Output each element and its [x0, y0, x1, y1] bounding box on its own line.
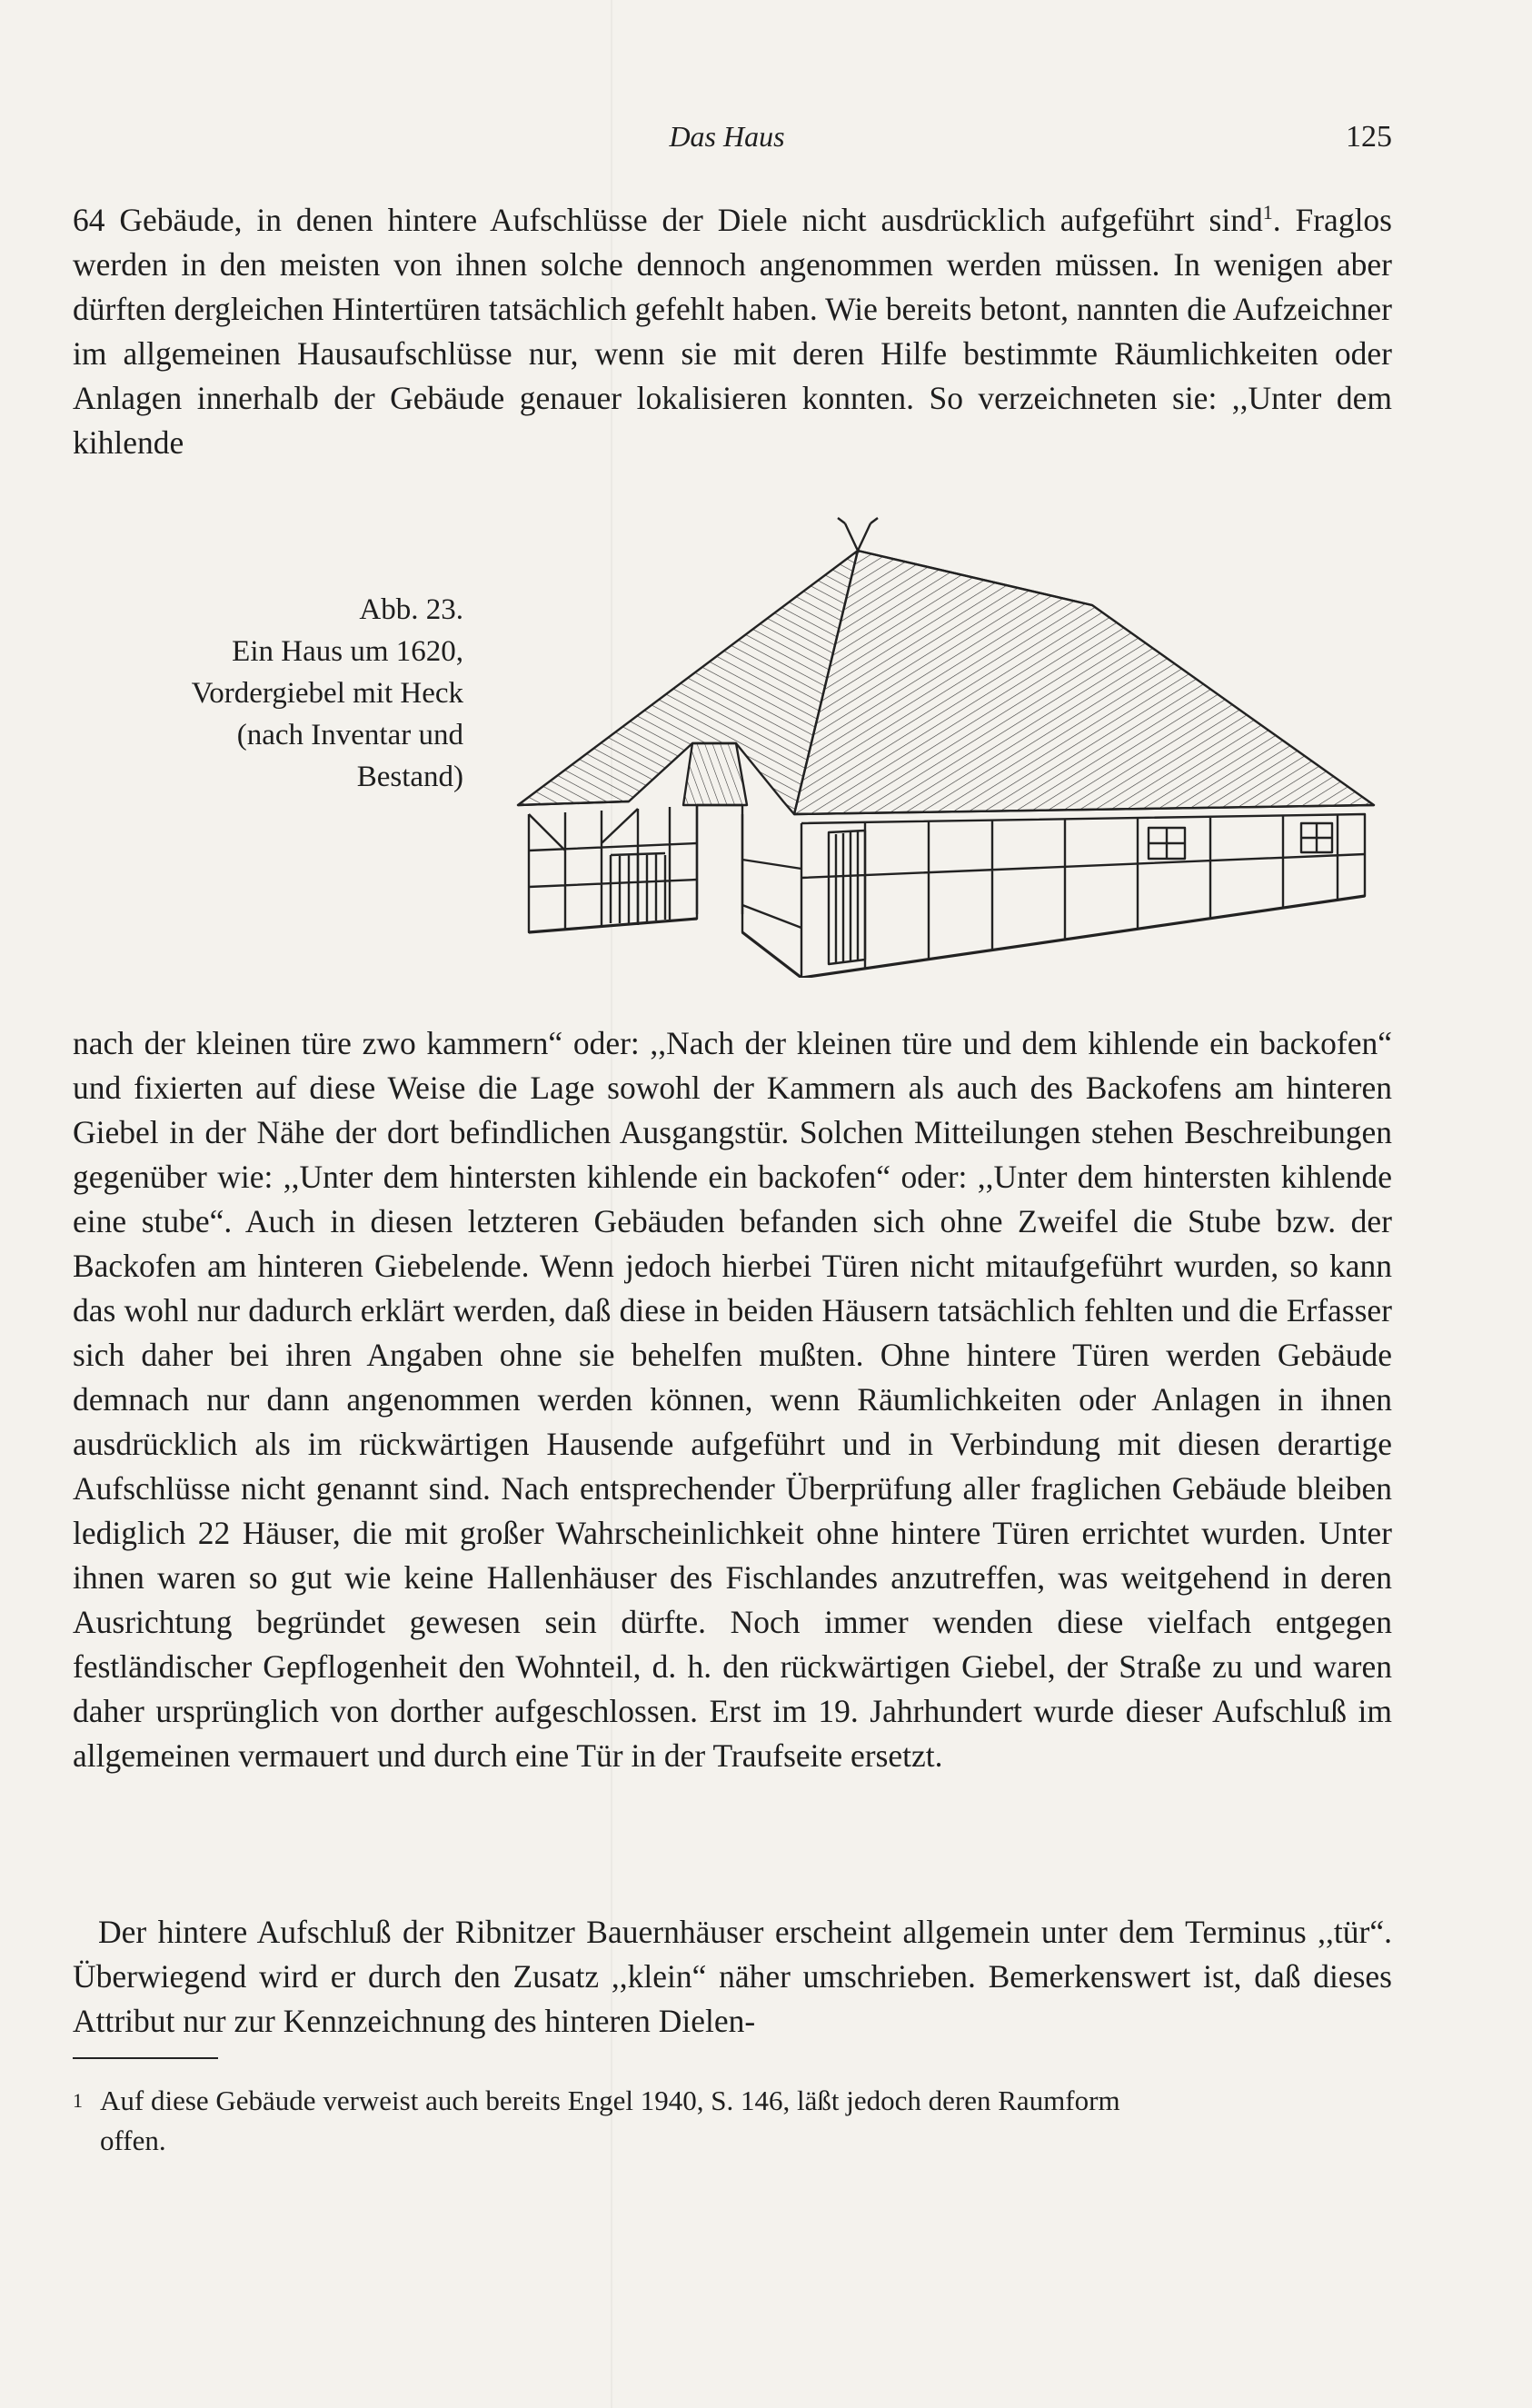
footnote	[73, 2081, 1392, 2161]
heck-gate	[611, 853, 665, 923]
roof-side-face	[794, 551, 1374, 814]
gable-finial	[838, 518, 878, 551]
heck-entrance	[697, 805, 742, 914]
caption-line: (nach Inventar und	[236, 719, 463, 751]
side-wall	[801, 814, 1365, 978]
heck-roof	[683, 743, 747, 805]
front-wall-left	[529, 805, 697, 932]
footnote-text: Auf diese Gebäude verweist auch bereits Engel 1940, S. 146, läßt jedoch deren Raumform	[100, 2085, 1120, 2116]
paragraph-1-text-b: . Fraglos werden in den meisten von ihnen solche dennoch angenommen werden müssen. In wenigen aber dürften dergleichen Hintertüren tatsächlich gefehlt haben. Wie bereits betont, nannten die Aufzeichner im allgemeinen Hausaufschlüsse nur, wenn sie mit deren Hilfe bestimmte Räumlichkeiten oder Anlagen innerhalb der Gebäude genauer lokalisieren konnten. So verzeichneten sie: ,,Unter dem kihlende	[73, 202, 1392, 461]
running-title: Das Haus	[669, 120, 785, 153]
figure-caption	[100, 589, 463, 798]
side-door	[829, 831, 865, 964]
paragraph-1-text-a: 64 Gebäude, in denen hintere Aufschlüsse der Diele nicht ausdrücklich aufgeführt sind	[73, 202, 1263, 238]
paragraph-2: nach der kleinen türe zwo kammern“ oder: ,,Nach der kleinen türe und dem kihlende ein backofen“ und fixierten auf diese Weise die Lage sowohl der Kammern als auch des Backofens am hinteren Giebel in der Nähe der dort befindlichen Ausgangstür. Solchen Mitteilungen stehen Beschreibungen gegenüber wie: ,,Unter dem hintersten kihlende ein backofen“ oder: ,,Unter dem hintersten kihlende eine stube“. Auch in diesen letzteren Gebäuden befanden sich ohne Zweifel die Stube bzw. der Backofen am hinteren Giebelende. Wenn jedoch hierbei Türen nicht mitaufgeführt wurden, so kann das wohl nur dadurch erklärt werden, daß diese in beiden Häusern tatsächlich fehlten und die Erfasser sich daher bei ihren Angaben ohne sie behelfen mußten. Ohne hintere Türen werden Gebäude demnach nur dann angenommen werden können, wenn Räumlichkeiten oder Anlagen in ihnen ausdrücklich als im rückwärtigen Hausende aufgeführt und in Verbindung mit diesen derartige Aufschlüsse nicht genannt sind. Nach entsprechender Überprüfung aller fraglichen Gebäude bleiben lediglich 22 Häuser, die mit großer Wahrscheinlichkeit ohne hintere Türen errichtet wurden. Unter ihnen waren so gut wie keine Hallenhäuser des Fischlandes anzutreffen, was weitgehend in deren Ausrichtung begründet gewesen sein dürfte. Noch immer wenden diese vielfach entgegen festländischer Gepflogenheit den Wohnteil, d. h. den rückwärtigen Giebel, der Straße zu und waren daher ursprünglich von dorther aufgeschlossen. Erst im 19. Jahrhundert wurde dieser Aufschluß im allgemeinen vermauert und durch eine Tür in der Traufseite ersetzt.	[73, 1025, 1392, 1774]
ground-line	[529, 896, 1365, 978]
paragraph-1	[73, 198, 1392, 465]
house-illustration	[502, 505, 1383, 978]
page-number: 125	[1346, 120, 1392, 154]
caption-line: Bestand)	[356, 761, 463, 793]
paragraph-3: Der hintere Aufschluß der Ribnitzer Bauernhäuser erscheint allgemein unter dem Terminus ,,tür“. Überwiegend wird er durch den Zusatz ,,klein“ näher umschrieben. Bemerkenswert ist, daß dieses Attribut nur zur Kennzeichnung des hinteren Dielen-	[73, 1914, 1392, 2039]
caption-line: Ein Haus um 1620,	[232, 635, 463, 668]
footnote-mark: 1	[73, 2089, 83, 2112]
footnote-reference: 1	[1262, 201, 1273, 224]
footnote-text-continued: offen.	[100, 2124, 166, 2156]
caption-line: Vordergiebel mit Heck	[191, 677, 463, 710]
caption-line: Abb. 23.	[359, 593, 463, 626]
footnote-rule	[73, 2057, 218, 2059]
